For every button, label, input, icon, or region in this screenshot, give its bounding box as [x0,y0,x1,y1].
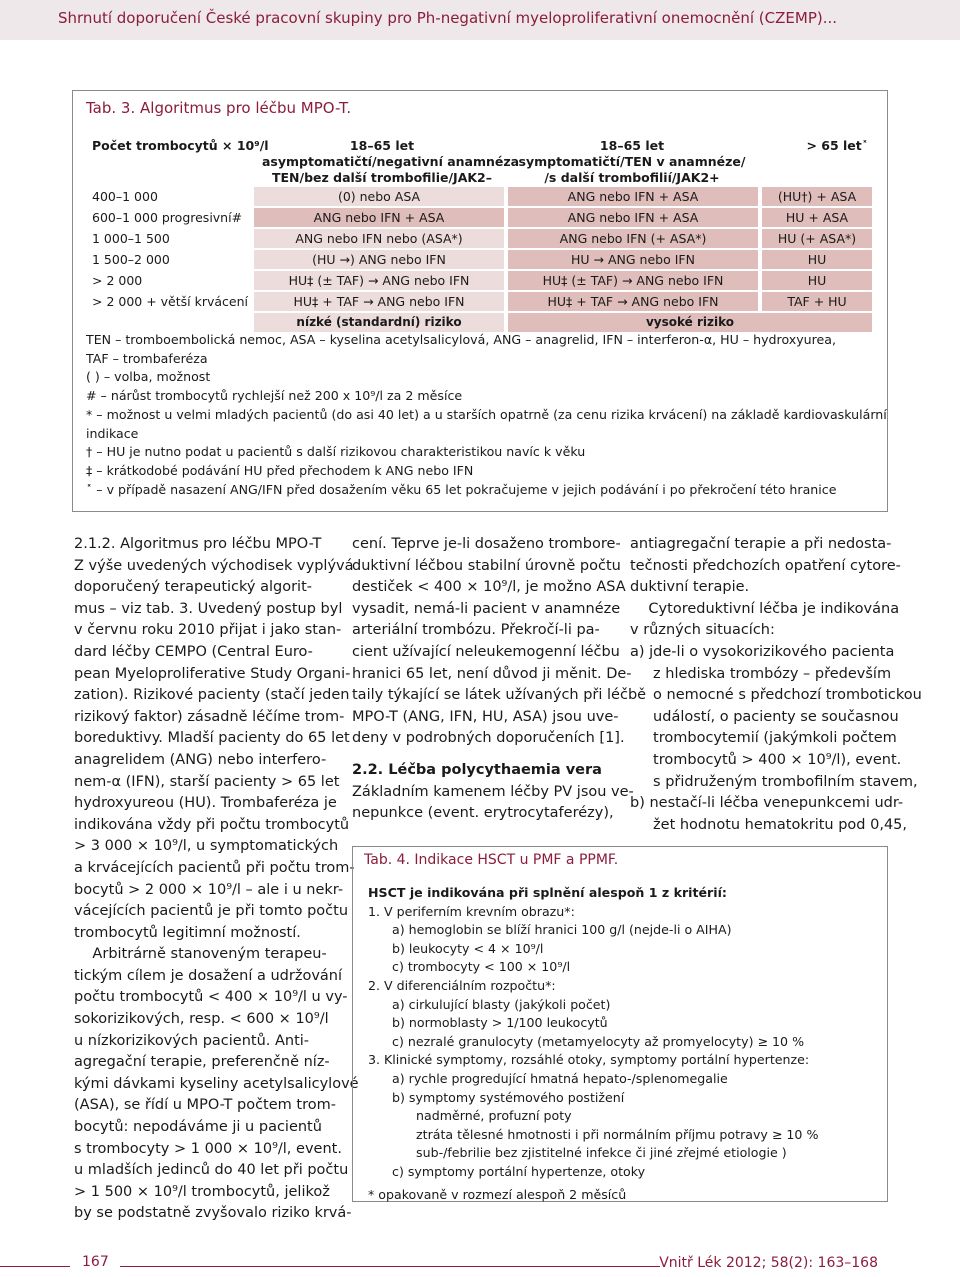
row-label-1000-1500: 1 000–1 500 [92,231,170,246]
row-label-1500-2000: 1 500–2 000 [92,252,170,267]
table-3-notes [86,331,887,499]
row-label-600-1000-progressive: 600–1 000 progresivní# [92,210,243,225]
body-line: počtu trombocytů < 400 × 10⁹/l u vy- [74,989,348,1006]
note-line: indikace [86,425,139,441]
note-line: ˟ – v případě nasazení ANG/IFN před dosažením věku 65 let pokračujeme v jejich podávání i po překročení této hranice [86,481,837,497]
body-line: kými dávkami kyseliny acetylsalicylové [74,1075,359,1092]
col-header-high-desc1: symptomatičtí/TEN v anamnéze/ [518,154,746,169]
cell-high-risk: ANG nebo IFN (+ ASA*) [508,229,758,248]
note-line: ( ) – volba, možnost [86,369,211,385]
table-3-caption: Tab. 3. Algoritmus pro léčbu MPO-T. [86,99,352,117]
body-line: vácejících pacientů je při tomto počtu [74,903,349,920]
body-line: hydroxyureou (HU). Trombaferéza je [74,795,337,812]
table-4-caption: Tab. 4. Indikace HSCT u PMF a PPMF. [364,852,619,868]
body-line: Arbitrárně stanoveným terapeu- [74,946,327,963]
body-line: (ASA), se řídí u MPO-T počtem trom- [74,1097,336,1114]
body-line: antiagregační terapie a při nedosta- [630,536,892,552]
body-line: tickým cílem je dosažení a udržování [74,967,343,984]
body-line: mus – viz tab. 3. Uvedený postup byl [74,600,343,617]
body-line: b) nestačí-li léčba venepunkcemi udr- [630,795,904,812]
col-header-older: > 65 let˟ [806,138,868,153]
table-4-body [368,884,818,1204]
body-line: událostí, o pacienty se současnou [630,708,899,725]
col-header-high-age: 18–65 let [599,138,665,153]
section-heading-2-1-2: 2.1.2. Algoritmus pro léčbu MPO-T [74,536,322,552]
criteria-line: c) nezralé granulocyty (metamyelocyty až promyelocyty) ≥ 10 % [368,1033,805,1049]
body-line: Cytoreduktivní léčba je indikována [630,600,900,617]
risk-label-low: nízké (standardní) riziko [254,313,504,332]
table-4-intro: HSCT je indikována při splnění alespoň 1 z kritérií: [368,885,727,900]
body-line: dard léčby CEMPO (Central Euro- [74,643,313,660]
body-line: duktivní léčbou stabilní úrovně počtu [352,557,621,574]
body-line: hranici 65 let, není důvod ji měnit. De- [352,665,632,682]
criteria-line: b) leukocyty < 4 × 10⁹/l [368,940,544,956]
col-header-platelets: Počet trombocytů × 10⁹/l [92,138,269,153]
cell-high-risk: HU → ANG nebo IFN [508,250,758,269]
body-line: by se podstatně zvyšovalo riziko krvá- [74,1205,352,1222]
body-line: s trombocyty > 1 000 × 10⁹/l, event. [74,1140,342,1157]
col-header-high-desc2: /s další trombofilií/JAK2+ [544,170,720,185]
body-line: tečnosti předchozích opatření cytore- [630,557,901,574]
risk-label-high: vysoké riziko [508,313,872,332]
cell-older: TAF + HU [762,292,872,311]
note-line: # – nárůst trombocytů rychlejší než 200 x 10⁹/l za 2 měsíce [86,388,463,404]
body-line: Základním kamenem léčby PV jsou ve- [352,783,634,800]
body-line: a) jde-li o vysokorizikového pacienta [630,643,895,660]
cell-low-risk: ANG nebo IFN nebo (ASA*) [254,229,504,248]
criteria-line: c) symptomy portální hypertenze, otoky [368,1163,646,1179]
row-label-over-2000: > 2 000 [92,273,143,288]
body-line: žet hodnotu hematokritu pod 0,45, [630,816,908,833]
body-line: nepunkce (event. erytrocytaferézy), [352,805,614,822]
col-header-low-desc1: asymptomatičtí/negativní anamnéza [262,154,520,169]
body-line: v červnu roku 2010 přijat i jako stan- [74,622,342,639]
cell-low-risk: (0) nebo ASA [254,187,504,206]
page-number: 167 [82,1254,109,1270]
body-line: taily týkající se látek užívaných při léčbě [352,687,647,704]
body-line: anagrelidem (ANG) nebo interfero- [74,751,327,768]
body-line: sokorizikových, resp. < 600 × 10⁹/l [74,1011,329,1028]
body-line: vysadit, nemá-li pacient v anamnéze [352,600,621,617]
criteria-line: c) trombocyty < 100 × 10⁹/l [368,959,571,975]
body-line: agregační terapie, preferenčně níz- [74,1054,330,1071]
body-line: bocytů > 2 000 × 10⁹/l – ale i u nekr- [74,881,344,898]
body-line: v různých situacích: [630,622,775,639]
note-line: TAF – trombaferéza [86,350,208,366]
body-line: rizikový faktor) zásadně léčíme trom- [74,708,345,725]
cell-low-risk: ANG nebo IFN + ASA [254,208,504,227]
journal-reference: Vnitř Lék 2012; 58(2): 163–168 [659,1255,878,1271]
cell-high-risk: HU‡ (± TAF) → ANG nebo IFN [508,271,758,290]
body-line: a krvácejících pacientů při počtu trom- [74,859,355,876]
body-line: trombocytů legitimní možností. [74,924,301,941]
criteria-line: 2. V diferenciálním rozpočtu*: [368,977,556,993]
body-line: u nízkorizikových pacientů. Anti- [74,1032,310,1049]
table-4-footnote: * opakovaně v rozmezí alespoň 2 měsíců [368,1186,627,1202]
criteria-line: nadměrné, profuzní poty [368,1108,572,1124]
body-line: trombocytemií (jakýmkoli počtem [630,730,897,747]
body-line: arteriální trombózu. Překročí-li pa- [352,622,600,639]
cell-older: HU [762,271,872,290]
body-line: duktivní terapie. [630,579,750,596]
text-column-3 [630,534,922,836]
note-line: ‡ – krátkodobé podávání HU před přechodem k ANG nebo IFN [86,462,474,478]
criteria-line: a) rychle progredující hmatná hepato-/splenomegalie [368,1070,728,1086]
cell-high-risk: HU‡ + TAF → ANG nebo IFN [508,292,758,311]
cell-high-risk: ANG nebo IFN + ASA [508,187,758,206]
note-line: † – HU je nutno podat u pacientů s další rizikovou charakteristikou navíc k věku [86,444,586,460]
body-line: zation). Rizikové pacienty (stačí jeden [74,687,350,704]
col-header-low-desc2: TEN/bez další trombofilie/JAK2– [271,170,492,185]
row-label-400-1000: 400–1 000 [92,189,158,204]
body-line: indikována vždy při počtu trombocytů [74,816,350,833]
note-line: TEN – tromboembolická nemoc, ASA – kyselina acetylsalicylová, ANG – anagrelid, IFN – interferon-α, HU – hydroxyurea, [86,332,837,347]
body-line: nem-α (IFN), starší pacienty > 65 let [74,773,340,790]
body-line: > 1 500 × 10⁹/l trombocytů, jelikož [74,1183,330,1200]
cell-low-risk: HU‡ (± TAF) → ANG nebo IFN [254,271,504,290]
cell-low-risk: HU‡ + TAF → ANG nebo IFN [254,292,504,311]
body-line: deny v podrobných doporučeních [1]. [352,730,625,747]
body-line: trombocytů > 400 × 10⁹/l), event. [630,751,902,768]
section-heading-2-2: 2.2. Léčba polycythaemia vera [352,761,602,778]
body-line: u mladších jedinců do 40 let při počtu [74,1162,349,1179]
cell-older: HU [762,250,872,269]
cell-older: HU (+ ASA*) [762,229,872,248]
body-line: o nemocné s předchozí trombotickou [630,687,922,704]
criteria-line: b) symptomy systémového postižení [368,1089,625,1105]
note-line: * – možnost u velmi mladých pacientů (do asi 40 let) a u starších opatrně (za cenu rizika krvácení) na základě kardiovaskulární [86,406,887,422]
body-line: pean Myeloproliferative Study Organi- [74,665,351,682]
criteria-line: sub-/febrilie bez zjistitelné infekce či jiné zřejmé etiologie ) [368,1145,787,1161]
cell-high-risk: ANG nebo IFN + ASA [508,208,758,227]
body-line: cient užívající neleukemogenní léčbu [352,643,620,660]
body-line: bocytů: nepodáváme ji u pacientů [74,1119,322,1136]
cell-low-risk: (HU →) ANG nebo IFN [254,250,504,269]
criteria-line: a) cirkulující blasty (jakýkoli počet) [368,996,611,1012]
criteria-line: 1. V periferním krevním obrazu*: [368,903,575,919]
criteria-line: ztráta tělesné hmotnosti i při normálním příjmu potravy ≥ 10 % [368,1126,819,1142]
row-label-over-2000-bleeding: > 2 000 + větší krvácení [92,294,248,309]
body-line: doporučený terapeutický algorit- [74,579,312,596]
text-column-2 [352,534,647,825]
text-column-1 [74,534,359,1225]
body-line: s přidruženým trombofilním stavem, [630,773,918,790]
body-line: z hlediska trombózy – především [630,665,892,682]
body-line: cení. Teprve je-li dosaženo trombore- [352,536,621,552]
footer-rule [120,1266,660,1267]
body-line: > 3 000 × 10⁹/l, u symptomatických [74,838,339,855]
criteria-line: 3. Klinické symptomy, rozsáhlé otoky, symptomy portální hypertenze: [368,1052,810,1068]
cell-older: (HU†) + ASA [762,187,872,206]
body-line: Z výše uvedených východisek vyplývá [74,557,354,574]
footer-rule [0,1266,70,1267]
criteria-line: a) hemoglobin se blíží hranici 100 g/l (nejde-li o AIHA) [368,922,732,938]
running-header-title: Shrnutí doporučení České pracovní skupiny pro Ph-negativní myeloproliferativní onemocnění (CZEMP)... [58,9,838,27]
body-line: MPO-T (ANG, IFN, HU, ASA) jsou uve- [352,708,619,725]
criteria-line: b) normoblasty > 1/100 leukocytů [368,1015,608,1031]
cell-older: HU + ASA [762,208,872,227]
body-line: boreduktivy. Mladší pacienty do 65 let [74,730,350,747]
col-header-low-age: 18–65 let [349,138,415,153]
body-line: destiček < 400 × 10⁹/l, je možno ASA [352,579,626,596]
